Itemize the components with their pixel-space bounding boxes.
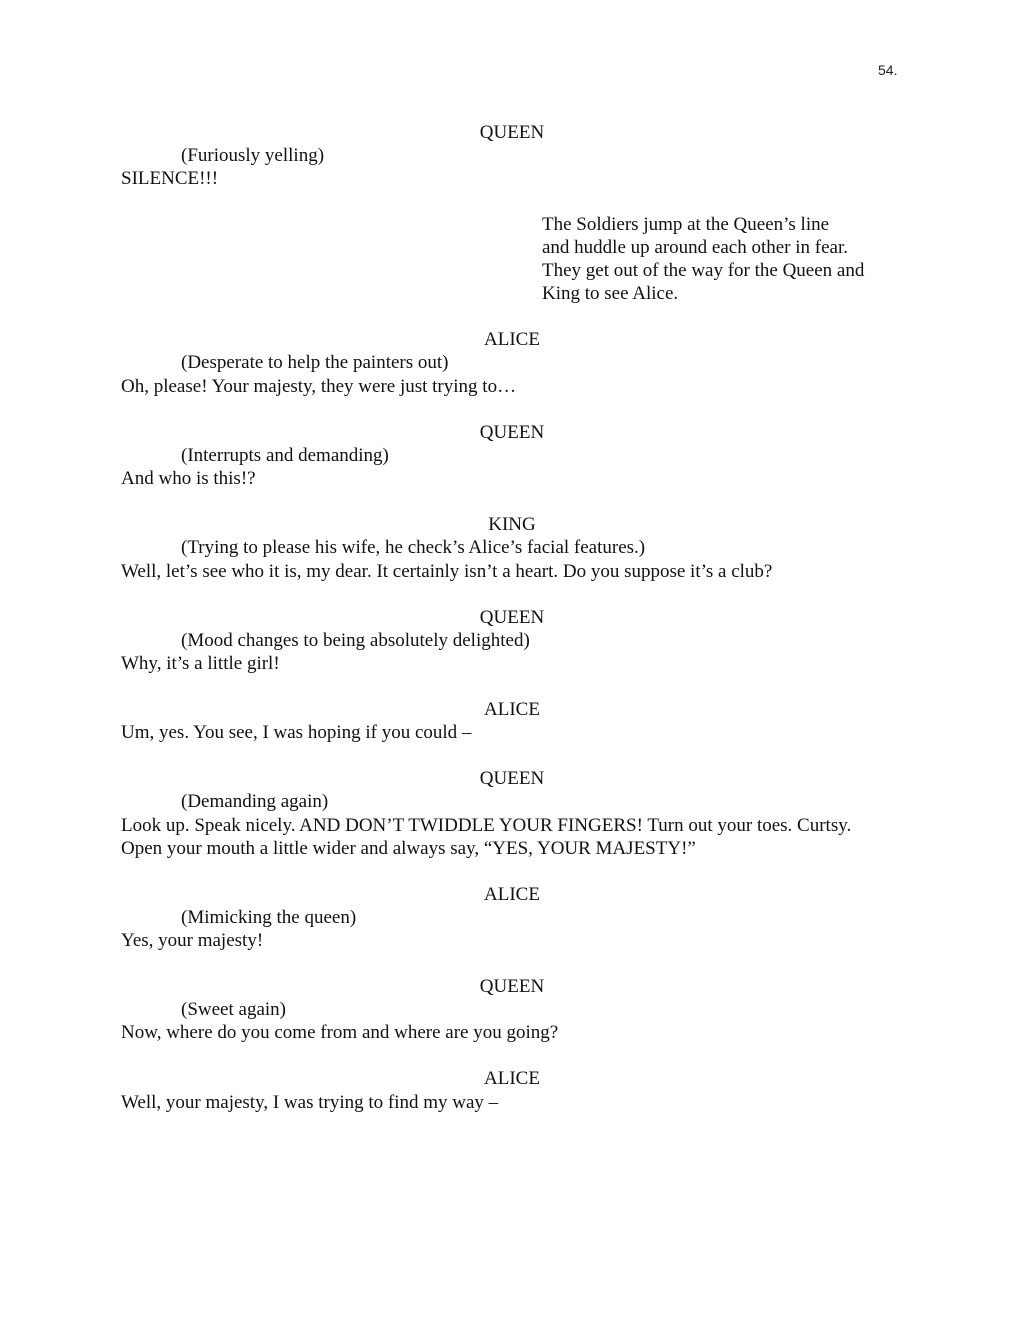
dialogue-line: Well, your majesty, I was trying to find my way – xyxy=(121,1092,499,1113)
action-line: King to see Alice. xyxy=(542,283,679,304)
parenthetical: (Mood changes to being absolutely delighted) xyxy=(181,630,530,651)
parenthetical: (Furiously yelling) xyxy=(181,145,325,166)
page-number: 54. xyxy=(878,62,898,78)
dialogue-line: And who is this!? xyxy=(121,468,256,489)
character-name: QUEEN xyxy=(479,768,545,789)
character-name: KING xyxy=(488,514,536,535)
character-name: QUEEN xyxy=(479,976,545,997)
dialogue-line: Now, where do you come from and where are you going? xyxy=(121,1022,559,1043)
dialogue-line: Oh, please! Your majesty, they were just trying to… xyxy=(121,376,517,397)
dialogue-line: Look up. Speak nicely. AND DON’T TWIDDLE YOUR FINGERS! Turn out your toes. Curtsy. xyxy=(121,815,852,836)
dialogue-line: Why, it’s a little girl! xyxy=(121,653,280,674)
character-name: ALICE xyxy=(484,1068,540,1089)
dialogue-line: Yes, your majesty! xyxy=(121,930,264,951)
parenthetical: (Sweet again) xyxy=(181,999,286,1020)
action-line: The Soldiers jump at the Queen’s line xyxy=(542,214,830,235)
parenthetical: (Desperate to help the painters out) xyxy=(181,352,449,373)
parenthetical: (Trying to please his wife, he check’s Alice’s facial features.) xyxy=(181,537,646,558)
parenthetical: (Demanding again) xyxy=(181,791,329,812)
action-line: and huddle up around each other in fear. xyxy=(542,237,848,258)
action-line: They get out of the way for the Queen and xyxy=(542,260,865,281)
dialogue-line: Um, yes. You see, I was hoping if you could – xyxy=(121,722,472,743)
character-name: ALICE xyxy=(484,884,540,905)
character-name: QUEEN xyxy=(479,422,545,443)
parenthetical: (Interrupts and demanding) xyxy=(181,445,389,466)
dialogue-line: Open your mouth a little wider and always say, “YES, YOUR MAJESTY!” xyxy=(121,838,696,859)
character-name: QUEEN xyxy=(479,122,545,143)
parenthetical: (Mimicking the queen) xyxy=(181,907,357,928)
dialogue-line: SILENCE!!! xyxy=(121,168,219,189)
character-name: QUEEN xyxy=(479,607,545,628)
dialogue-line: Well, let’s see who it is, my dear. It certainly isn’t a heart. Do you suppose it’s a club? xyxy=(121,561,773,582)
character-name: ALICE xyxy=(484,329,540,350)
character-name: ALICE xyxy=(484,699,540,720)
